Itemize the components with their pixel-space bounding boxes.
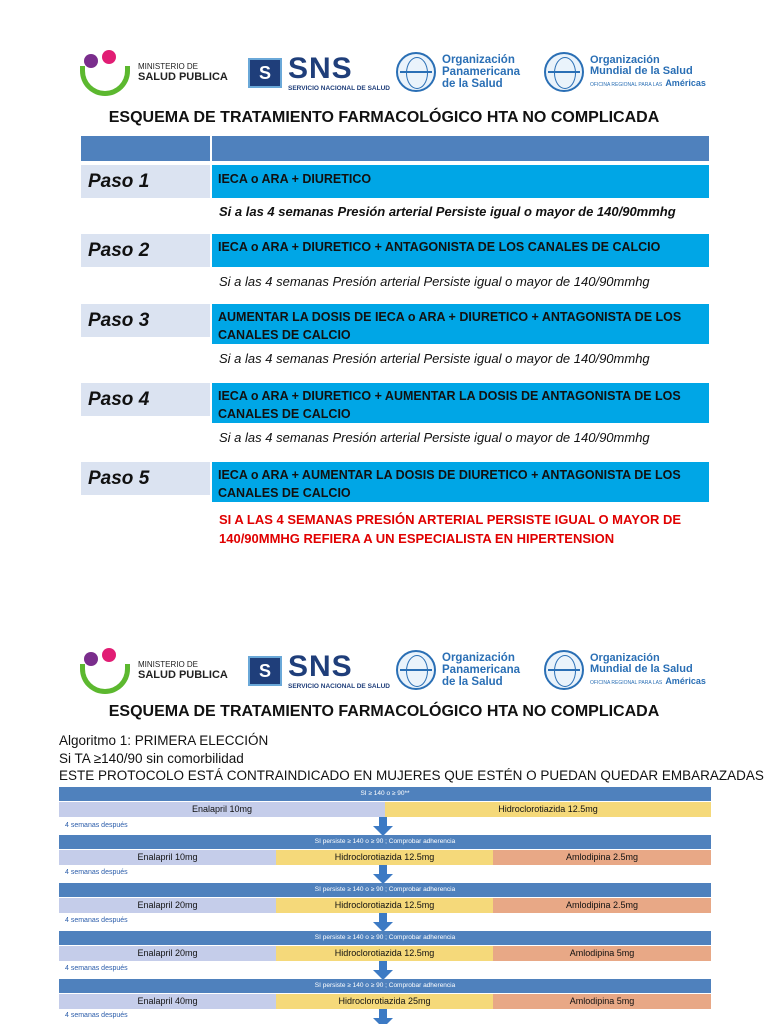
algorithm-title: ESQUEMA DE TRATAMIENTO FARMACOLÓGICO HTA NO COMPLICADA	[108, 703, 660, 720]
step-note: Si a las 4 semanas Presión arterial Persiste igual o mayor de 140/90mmhg	[219, 430, 650, 445]
step-treatment: AUMENTAR LA DOSIS DE IECA o ARA + DIURETICO + ANTAGONISTA DE LOS CANALES DE CALCIO	[212, 304, 709, 344]
ops-logo-line2: Panamericana	[442, 65, 520, 78]
logo-row	[0, 634, 768, 698]
step-note: Si a las 4 semanas Presión arterial Persiste igual o mayor de 140/90mmhg	[219, 204, 676, 219]
algorithm-row	[59, 802, 711, 817]
ops-logo-line3: de la Salud	[442, 676, 503, 689]
logo-row	[0, 36, 768, 100]
drug-cell: Hidroclorotiazida 12.5mg	[276, 850, 493, 865]
globe-icon	[396, 52, 436, 92]
who-globe-icon	[544, 650, 584, 690]
drug-cell: Amlodipina 5mg	[493, 994, 711, 1009]
drug-cell: Amlodipina 2.5mg	[493, 850, 711, 865]
drug-cell: Amlodipina 2.5mg	[493, 898, 711, 913]
ops-logo	[396, 48, 520, 96]
step-note: Si a las 4 semanas Presión arterial Persiste igual o mayor de 140/90mmhg	[219, 351, 650, 366]
who-globe-icon	[544, 52, 584, 92]
oms-logo-americas: Américas	[665, 77, 706, 88]
weeks-label: 4 semanas después	[65, 869, 128, 876]
msp-logo	[80, 646, 228, 696]
weeks-label: 4 semanas después	[65, 965, 128, 972]
msp-logo-line2: SALUD PUBLICA	[138, 669, 228, 682]
algorithm-row	[59, 946, 711, 961]
step-label: Paso 2	[81, 234, 210, 267]
algorithm-contraindication: ESTE PROTOCOLO ESTÁ CONTRAINDICADO EN MUJERES QUE ESTÉN O PUEDAN QUEDAR EMBARAZADAS	[59, 768, 764, 783]
msp-logo-line1: MINISTERIO DE	[138, 61, 199, 71]
ops-logo	[396, 646, 520, 694]
sns-box-icon: S	[248, 656, 282, 686]
globe-icon	[396, 650, 436, 690]
algorithm-condition: Si TA ≥140/90 sin comorbilidad	[59, 751, 244, 766]
algorithm-band: SI persiste ≥ 140 o ≥ 90 ; Comprobar adherencia	[59, 835, 711, 849]
algorithm-row	[59, 994, 711, 1009]
oms-logo-tiny: OFICINA REGIONAL PARA LAS	[590, 679, 663, 686]
ops-logo-line1: Organización	[442, 53, 515, 66]
weeks-label: 4 semanas después	[65, 1012, 128, 1019]
msp-mark-icon	[80, 646, 132, 696]
msp-logo-line1: MINISTERIO DE	[138, 659, 199, 669]
ops-logo-line3: de la Salud	[442, 78, 503, 91]
oms-logo	[544, 646, 706, 694]
step-label: Paso 4	[81, 383, 210, 416]
algorithm-section	[0, 630, 768, 1024]
drug-cell: Hidroclorotiazida 25mg	[276, 994, 493, 1009]
sns-logo	[248, 648, 390, 694]
step-treatment: IECA o ARA + DIURETICO + AUMENTAR LA DOSIS DE ANTAGONISTA DE LOS CANALES DE CALCIO	[212, 383, 709, 423]
step-treatment: IECA o ARA + DIURETICO + ANTAGONISTA DE LOS CANALES DE CALCIO	[212, 234, 709, 267]
step-label: Paso 1	[81, 165, 210, 198]
oms-logo-line2: Mundial de la Salud	[590, 65, 693, 78]
down-arrow-icon	[373, 961, 393, 981]
ops-logo-line2: Panamericana	[442, 663, 520, 676]
drug-cell: Hidroclorotiazida 12.5mg	[385, 802, 711, 817]
oms-logo-tiny: OFICINA REGIONAL PARA LAS	[590, 81, 663, 88]
oms-logo	[544, 48, 706, 96]
step-label: Paso 5	[81, 462, 210, 495]
step-label: Paso 3	[81, 304, 210, 337]
drug-cell: Hidroclorotiazida 12.5mg	[276, 898, 493, 913]
step-treatment: IECA o ARA + AUMENTAR LA DOSIS DE DIURETICO + ANTAGONISTA DE LOS CANALES DE CALCIO	[212, 462, 709, 502]
oms-logo-line1: Organización	[590, 651, 660, 664]
algorithm-row	[59, 850, 711, 865]
step-treatment: IECA o ARA + DIURETICO	[212, 165, 709, 198]
algorithm-band: SI persiste ≥ 140 o ≥ 90 ; Comprobar adherencia	[59, 883, 711, 897]
sns-logo-text: SNS	[288, 649, 353, 683]
sns-logo-subtext: SERVICIO NACIONAL DE SALUD	[288, 84, 390, 92]
algorithm-band: SI ≥ 140 o ≥ 90**	[59, 787, 711, 801]
drug-cell: Amlodipina 5mg	[493, 946, 711, 961]
msp-logo-line2: SALUD PUBLICA	[138, 71, 228, 84]
msp-mark-icon	[80, 48, 132, 98]
oms-logo-americas: Américas	[665, 675, 706, 686]
down-arrow-icon	[373, 817, 393, 837]
drug-cell: Hidroclorotiazida 12.5mg	[276, 946, 493, 961]
table-header-bar	[81, 136, 709, 161]
page-title: ESQUEMA DE TRATAMIENTO FARMACOLÓGICO HTA NO COMPLICADA	[108, 109, 660, 126]
algorithm-band: SI persiste ≥ 140 o ≥ 90 ; Comprobar adherencia	[59, 979, 711, 993]
algorithm-heading: Algoritmo 1: PRIMERA ELECCIÓN	[59, 733, 269, 748]
sns-logo	[248, 50, 390, 96]
sns-logo-subtext: SERVICIO NACIONAL DE SALUD	[288, 682, 390, 690]
algorithm-band: SI persiste ≥ 140 o ≥ 90 ; Comprobar adherencia	[59, 931, 711, 945]
oms-logo-line2: Mundial de la Salud	[590, 663, 693, 676]
oms-logo-line1: Organización	[590, 53, 660, 66]
weeks-label: 4 semanas después	[65, 822, 128, 829]
down-arrow-icon	[373, 913, 393, 933]
sns-logo-text: SNS	[288, 51, 353, 85]
drug-cell: Enalapril 10mg	[59, 802, 385, 817]
drug-cell: Enalapril 20mg	[59, 946, 276, 961]
msp-logo	[80, 48, 228, 98]
down-arrow-icon	[373, 1009, 393, 1024]
sns-box-icon: S	[248, 58, 282, 88]
algorithm-row	[59, 898, 711, 913]
final-warning: SI A LAS 4 SEMANAS PRESIÓN ARTERIAL PERSISTE IGUAL O MAYOR DE 140/90MMHG REFIERA A UN ESPECIALISTA EN HIPERTENSION	[219, 512, 682, 546]
drug-cell: Enalapril 40mg	[59, 994, 276, 1009]
weeks-label: 4 semanas después	[65, 917, 128, 924]
drug-cell: Enalapril 10mg	[59, 850, 276, 865]
down-arrow-icon	[373, 865, 393, 885]
drug-cell: Enalapril 20mg	[59, 898, 276, 913]
step-note: Si a las 4 semanas Presión arterial Persiste igual o mayor de 140/90mmhg	[219, 274, 650, 289]
ops-logo-line1: Organización	[442, 651, 515, 664]
